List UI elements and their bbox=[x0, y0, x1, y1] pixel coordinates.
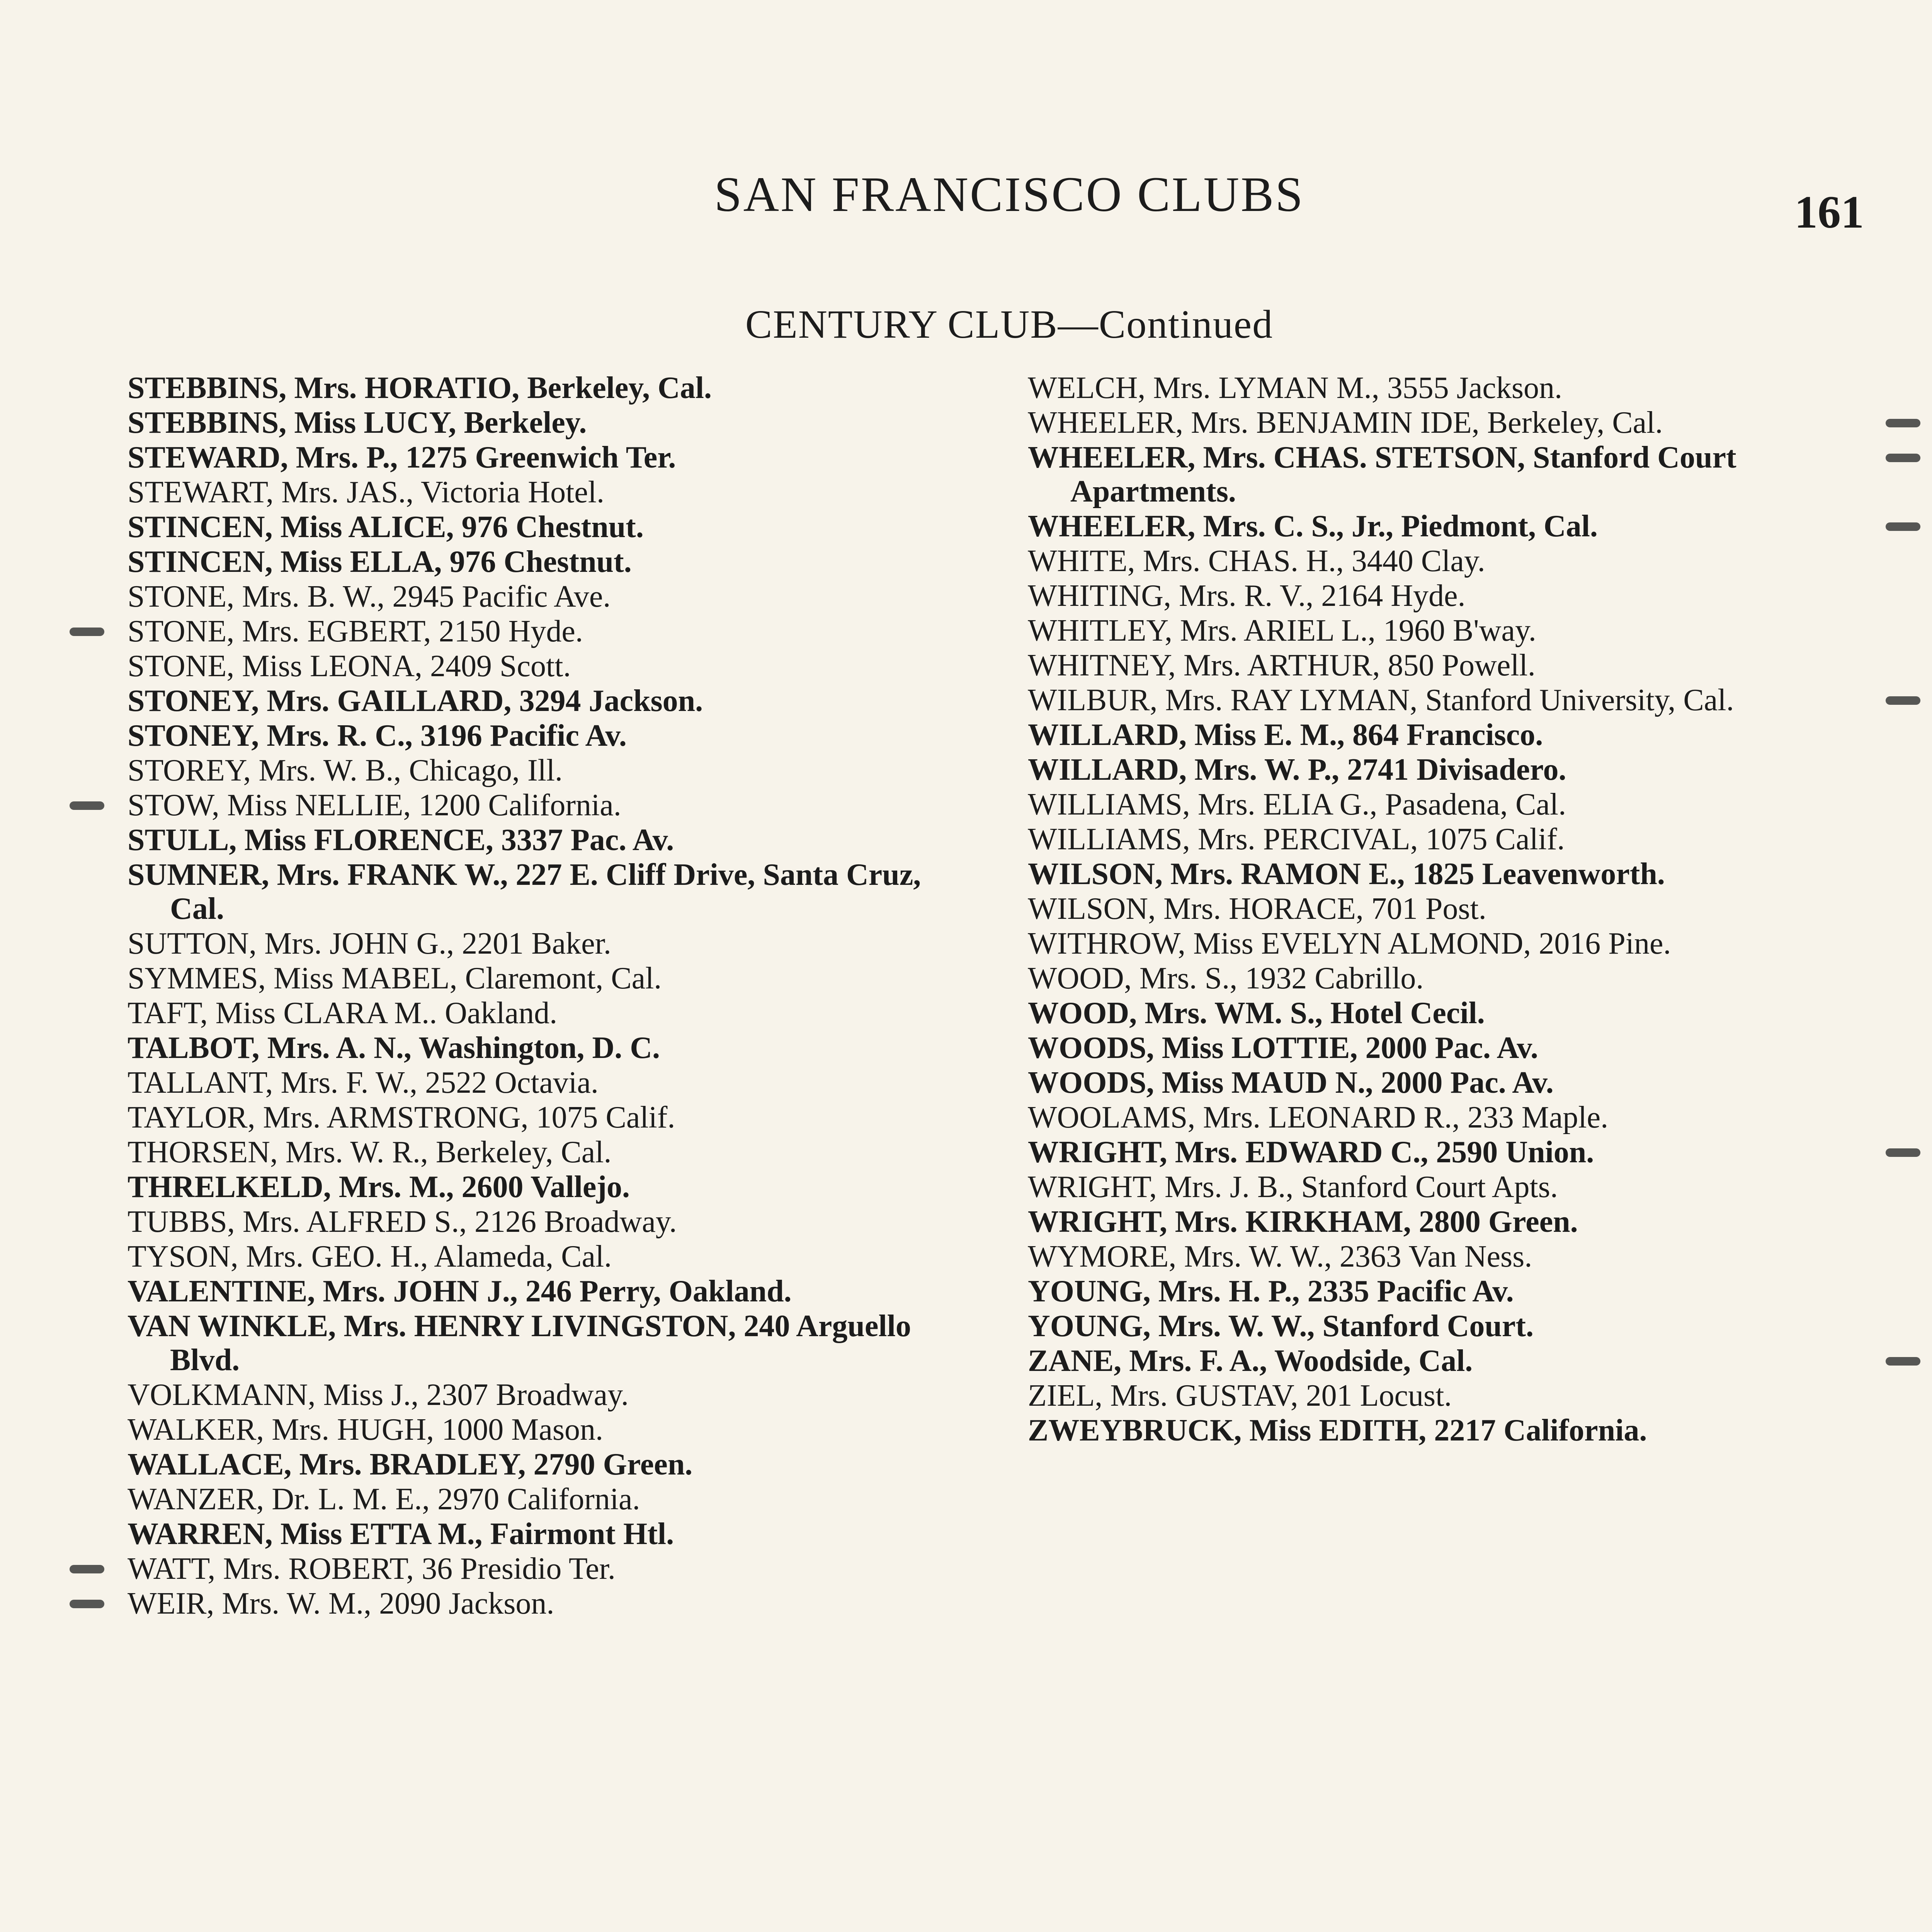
entry-text: WOODS, Miss LOTTIE, 2000 Pac. Av. bbox=[1028, 1031, 1538, 1065]
entry-text: WILLARD, Mrs. W. P., 2741 Divisadero. bbox=[1028, 753, 1566, 787]
directory-entry bbox=[1028, 1031, 1862, 1065]
directory-entry bbox=[1028, 683, 1862, 717]
directory-entry bbox=[1028, 1170, 1862, 1204]
directory-entry bbox=[128, 614, 962, 648]
directory-entry bbox=[128, 823, 962, 857]
entry-text: WANZER, Dr. L. M. E., 2970 California. bbox=[128, 1482, 640, 1516]
directory-entry bbox=[128, 580, 962, 614]
entry-text: THORSEN, Mrs. W. R., Berkeley, Cal. bbox=[128, 1135, 612, 1169]
entry-text: TALLANT, Mrs. F. W., 2522 Octavia. bbox=[128, 1066, 599, 1100]
directory-entry bbox=[1028, 961, 1862, 995]
directory-entry bbox=[128, 961, 962, 995]
entry-text: WEIR, Mrs. W. M., 2090 Jackson. bbox=[128, 1587, 554, 1621]
directory-entry bbox=[1028, 1274, 1862, 1308]
directory-entry bbox=[1028, 614, 1862, 648]
entry-text: WALLACE, Mrs. BRADLEY, 2790 Green. bbox=[128, 1447, 693, 1481]
entry-text: ZANE, Mrs. F. A., Woodside, Cal. bbox=[1028, 1344, 1473, 1378]
directory-entry bbox=[1028, 440, 1862, 509]
entry-text: VALENTINE, Mrs. JOHN J., 246 Perry, Oakland. bbox=[128, 1274, 792, 1308]
directory-entry bbox=[128, 788, 962, 822]
entry-text: STONE, Miss LEONA, 2409 Scott. bbox=[128, 649, 571, 683]
directory-entry bbox=[128, 1170, 962, 1204]
pencil-mark-icon bbox=[1886, 419, 1920, 427]
directory-entry bbox=[128, 927, 962, 961]
entry-text: WHITING, Mrs. R. V., 2164 Hyde. bbox=[1028, 579, 1466, 613]
entry-text: STONEY, Mrs. R. C., 3196 Pacific Av. bbox=[128, 719, 627, 753]
directory-entry bbox=[128, 510, 962, 544]
directory-entry bbox=[128, 545, 962, 579]
entry-text: STINCEN, Miss ALICE, 976 Chestnut. bbox=[128, 510, 644, 544]
entry-text: STONE, Mrs. B. W., 2945 Pacific Ave. bbox=[128, 580, 611, 614]
pencil-mark-icon bbox=[1886, 522, 1920, 531]
entry-text: SUTTON, Mrs. JOHN G., 2201 Baker. bbox=[128, 927, 611, 961]
directory-entry bbox=[128, 1309, 962, 1377]
pencil-mark-icon bbox=[70, 628, 104, 636]
directory-entry bbox=[1028, 1413, 1862, 1447]
entry-text: WHEELER, Mrs. BENJAMIN IDE, Berkeley, Cal. bbox=[1028, 406, 1663, 440]
directory-entry bbox=[128, 1378, 962, 1412]
entry-text: WHITLEY, Mrs. ARIEL L., 1960 B'way. bbox=[1028, 614, 1536, 648]
entry-text: STOREY, Mrs. W. B., Chicago, Ill. bbox=[128, 753, 563, 787]
entry-text: WELCH, Mrs. LYMAN M., 3555 Jackson. bbox=[1028, 371, 1563, 405]
directory-entry bbox=[1028, 371, 1862, 405]
directory-entry bbox=[128, 1066, 962, 1100]
entry-text: WILLIAMS, Mrs. ELIA G., Pasadena, Cal. bbox=[1028, 787, 1566, 821]
directory-entry bbox=[128, 475, 962, 509]
entry-text: WATT, Mrs. ROBERT, 36 Presidio Ter. bbox=[128, 1552, 616, 1586]
directory-entry bbox=[1028, 787, 1862, 821]
directory-entry bbox=[1028, 648, 1862, 682]
entry-text: STEWARD, Mrs. P., 1275 Greenwich Ter. bbox=[128, 440, 676, 474]
entry-text: TUBBS, Mrs. ALFRED S., 2126 Broadway. bbox=[128, 1205, 677, 1239]
directory-entry bbox=[128, 1552, 962, 1586]
directory-entry bbox=[1028, 509, 1862, 543]
page-header-title: SAN FRANCISCO CLUBS bbox=[714, 167, 1304, 222]
directory-entry bbox=[1028, 857, 1862, 891]
directory-entry bbox=[128, 1587, 962, 1621]
directory-entry bbox=[1028, 1309, 1862, 1343]
directory-entry bbox=[1028, 1344, 1862, 1378]
pencil-mark-icon bbox=[1886, 1357, 1920, 1366]
directory-entry bbox=[128, 1447, 962, 1481]
entry-text: WARREN, Miss ETTA M., Fairmont Htl. bbox=[128, 1517, 674, 1551]
directory-entry bbox=[128, 753, 962, 787]
entry-text: WITHROW, Miss EVELYN ALMOND, 2016 Pine. bbox=[1028, 927, 1671, 961]
entry-text: THRELKELD, Mrs. M., 2600 Vallejo. bbox=[128, 1170, 630, 1204]
directory-entry bbox=[128, 440, 962, 474]
pencil-mark-icon bbox=[70, 1565, 104, 1573]
directory-entry bbox=[1028, 718, 1862, 752]
directory-entry bbox=[128, 719, 962, 753]
entry-text: TALBOT, Mrs. A. N., Washington, D. C. bbox=[128, 1031, 660, 1065]
entry-text: SUMNER, Mrs. FRANK W., 227 E. Cliff Drive, Santa Cruz, Cal. bbox=[128, 858, 921, 926]
directory-entry bbox=[1028, 822, 1862, 856]
directory-entry bbox=[128, 371, 962, 405]
entry-text: WOODS, Miss MAUD N., 2000 Pac. Av. bbox=[1028, 1066, 1554, 1100]
entry-text: STEWART, Mrs. JAS., Victoria Hotel. bbox=[128, 475, 605, 509]
entry-text: SYMMES, Miss MABEL, Claremont, Cal. bbox=[128, 961, 662, 995]
directory-entry bbox=[1028, 892, 1862, 926]
directory-entry bbox=[1028, 1205, 1862, 1239]
directory-entry bbox=[1028, 1100, 1862, 1134]
entry-text: WRIGHT, Mrs. KIRKHAM, 2800 Green. bbox=[1028, 1205, 1578, 1239]
entry-text: WILLIAMS, Mrs. PERCIVAL, 1075 Calif. bbox=[1028, 822, 1565, 856]
directory-entry bbox=[128, 996, 962, 1030]
entry-text: WHITNEY, Mrs. ARTHUR, 850 Powell. bbox=[1028, 648, 1536, 682]
entry-text: WYMORE, Mrs. W. W., 2363 Van Ness. bbox=[1028, 1240, 1532, 1274]
directory-entry bbox=[1028, 406, 1862, 440]
directory-entry bbox=[128, 1135, 962, 1169]
entry-text: VOLKMANN, Miss J., 2307 Broadway. bbox=[128, 1378, 629, 1412]
entry-text: STEBBINS, Miss LUCY, Berkeley. bbox=[128, 406, 587, 440]
directory-entry bbox=[1028, 1379, 1862, 1413]
section-title: CENTURY CLUB—Continued bbox=[745, 302, 1274, 347]
entry-text: WALKER, Mrs. HUGH, 1000 Mason. bbox=[128, 1413, 604, 1447]
entry-text: WRIGHT, Mrs. J. B., Stanford Court Apts. bbox=[1028, 1170, 1558, 1204]
entry-text: TAYLOR, Mrs. ARMSTRONG, 1075 Calif. bbox=[128, 1100, 675, 1134]
entry-text: ZWEYBRUCK, Miss EDITH, 2217 California. bbox=[1028, 1413, 1647, 1447]
entry-text: WRIGHT, Mrs. EDWARD C., 2590 Union. bbox=[1028, 1135, 1594, 1169]
directory-entry bbox=[1028, 1066, 1862, 1100]
left-column bbox=[128, 371, 962, 1621]
entry-text: STINCEN, Miss ELLA, 976 Chestnut. bbox=[128, 545, 632, 579]
entry-text: WHEELER, Mrs. CHAS. STETSON, Stanford Court Apartments. bbox=[1028, 440, 1736, 509]
entry-text: ZIEL, Mrs. GUSTAV, 201 Locust. bbox=[1028, 1379, 1452, 1413]
entry-text: WILSON, Mrs. RAMON E., 1825 Leavenworth. bbox=[1028, 857, 1665, 891]
entry-text: WOOD, Mrs. S., 1932 Cabrillo. bbox=[1028, 961, 1424, 995]
entry-text: WILBUR, Mrs. RAY LYMAN, Stanford University, Cal. bbox=[1028, 683, 1734, 717]
entry-text: STEBBINS, Mrs. HORATIO, Berkeley, Cal. bbox=[128, 371, 712, 405]
directory-entry bbox=[1028, 579, 1862, 613]
directory-entry bbox=[128, 1240, 962, 1274]
directory-entry bbox=[128, 858, 962, 926]
entry-text: VAN WINKLE, Mrs. HENRY LIVINGSTON, 240 Arguello Blvd. bbox=[128, 1309, 911, 1377]
entry-text: WOOLAMS, Mrs. LEONARD R., 233 Maple. bbox=[1028, 1100, 1609, 1134]
pencil-mark-icon bbox=[1886, 696, 1920, 705]
page-number: 161 bbox=[1794, 186, 1864, 238]
directory-entry bbox=[128, 1517, 962, 1551]
directory-entry bbox=[128, 406, 962, 440]
entry-text: TAFT, Miss CLARA M.. Oakland. bbox=[128, 996, 558, 1030]
directory-entry bbox=[1028, 996, 1862, 1030]
directory-entry bbox=[128, 1482, 962, 1516]
directory-entry bbox=[1028, 753, 1862, 787]
pencil-mark-icon bbox=[70, 1600, 104, 1608]
directory-entry bbox=[1028, 927, 1862, 961]
directory-entry bbox=[128, 649, 962, 683]
entry-text: STULL, Miss FLORENCE, 3337 Pac. Av. bbox=[128, 823, 674, 857]
directory-entry bbox=[128, 1100, 962, 1134]
entry-text: YOUNG, Mrs. W. W., Stanford Court. bbox=[1028, 1309, 1534, 1343]
pencil-mark-icon bbox=[70, 801, 104, 810]
entry-text: STONEY, Mrs. GAILLARD, 3294 Jackson. bbox=[128, 684, 703, 718]
directory-entry bbox=[128, 684, 962, 718]
directory-entry bbox=[128, 1205, 962, 1239]
directory-entry bbox=[1028, 1240, 1862, 1274]
entry-text: STOW, Miss NELLIE, 1200 California. bbox=[128, 788, 621, 822]
entry-text: TYSON, Mrs. GEO. H., Alameda, Cal. bbox=[128, 1240, 612, 1274]
directory-entry bbox=[1028, 544, 1862, 578]
entry-text: WHITE, Mrs. CHAS. H., 3440 Clay. bbox=[1028, 544, 1485, 578]
pencil-mark-icon bbox=[1886, 454, 1920, 462]
right-column bbox=[1028, 371, 1862, 1448]
pencil-mark-icon bbox=[1886, 1148, 1920, 1157]
entry-text: WOOD, Mrs. WM. S., Hotel Cecil. bbox=[1028, 996, 1485, 1030]
directory-entry bbox=[1028, 1135, 1862, 1169]
entry-text: WHEELER, Mrs. C. S., Jr., Piedmont, Cal. bbox=[1028, 509, 1598, 543]
directory-entry bbox=[128, 1031, 962, 1065]
entry-text: WILLARD, Miss E. M., 864 Francisco. bbox=[1028, 718, 1543, 752]
entry-text: WILSON, Mrs. HORACE, 701 Post. bbox=[1028, 892, 1486, 926]
directory-entry bbox=[128, 1274, 962, 1308]
entry-text: YOUNG, Mrs. H. P., 2335 Pacific Av. bbox=[1028, 1274, 1514, 1308]
directory-entry bbox=[128, 1413, 962, 1447]
entry-text: STONE, Mrs. EGBERT, 2150 Hyde. bbox=[128, 614, 583, 648]
